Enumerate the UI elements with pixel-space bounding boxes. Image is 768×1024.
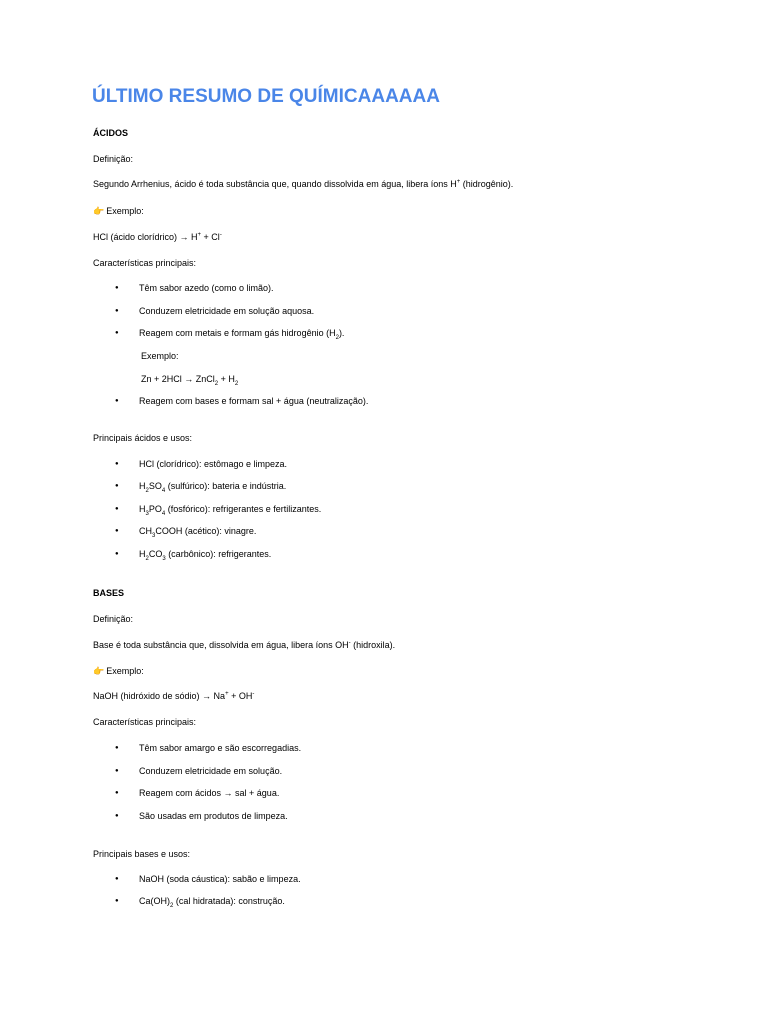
acids-example-label: 👉 Exemplo: xyxy=(93,206,144,217)
list-item: ● Reagem com ácidos → sal + água. xyxy=(139,787,279,799)
pointing-hand-icon: 👉 xyxy=(93,667,105,677)
list-item: ● Reagem com bases e formam sal + água (neutralização). xyxy=(139,395,368,407)
bases-characteristics-label: Características principais: xyxy=(93,717,197,727)
acids-sub-example-label: Exemplo: xyxy=(141,351,179,361)
acids-reaction: Zn + 2HCl → ZnCl$_2$ + $H_2$ xyxy=(141,374,239,387)
list-item: ● Têm sabor azedo (como o limão). xyxy=(139,282,274,294)
list-item: ● São usadas em produtos de limpeza. xyxy=(139,810,288,822)
bases-definition-label: Definição: xyxy=(93,614,134,624)
list-item: ● Têm sabor amargo e são escorregadias. xyxy=(139,742,301,754)
bases-heading: BASES xyxy=(93,588,125,598)
list-item: ● Conduzem eletricidade em solução. xyxy=(139,765,282,777)
acids-heading: ÁCIDOS xyxy=(93,128,129,138)
list-item: ● HCl (clorídrico): estômago e limpeza. xyxy=(139,458,287,470)
list-item: ● $CH_3COOH$ (acético): vinagre. xyxy=(139,525,256,537)
bases-uses-label: Principais bases e usos: xyxy=(93,849,191,859)
list-item: ● $Ca(OH)_2$ (cal hidratada): construção. xyxy=(139,895,285,907)
list-item: ● $H_2SO_4$ (sulfúrico): bateria e indústria. xyxy=(139,480,286,492)
list-item: ● NaOH (soda cáustica): sabão e limpeza. xyxy=(139,873,301,885)
list-item: ● $H_3PO_4$ (fosfórico): refrigerantes e fertilizantes. xyxy=(139,503,321,515)
pointing-hand-icon: 👉 xyxy=(93,207,105,217)
list-item: ● Conduzem eletricidade em solução aquosa. xyxy=(139,305,314,317)
acids-definition: Segundo Arrhenius, ácido é toda substância que, quando dissolvida em água, libera íons H+ (hidrogênio). xyxy=(93,179,514,189)
page-title: ÚLTIMO RESUMO DE QUÍMICAAAAAA xyxy=(92,86,440,107)
bases-example-label: 👉 Exemplo: xyxy=(93,666,144,677)
bases-example: NaOH (hidróxido de sódio) → Na+ + OH- xyxy=(93,691,255,701)
list-item: ● $H_2CO_3$ (carbônico): refrigerantes. xyxy=(139,548,271,560)
acids-uses-label: Principais ácidos e usos: xyxy=(93,433,193,443)
acids-definition-label: Definição: xyxy=(93,154,134,164)
acids-characteristics-label: Características principais: xyxy=(93,258,197,268)
acids-example: HCl (ácido clorídrico) → H+ + Cl- xyxy=(93,232,222,242)
bases-definition: Base é toda substância que, dissolvida em água, libera íons OH- (hidroxila). xyxy=(93,640,396,650)
list-item: ● Reagem com metais e formam gás hidrogênio $(H_2)$. xyxy=(139,327,344,339)
